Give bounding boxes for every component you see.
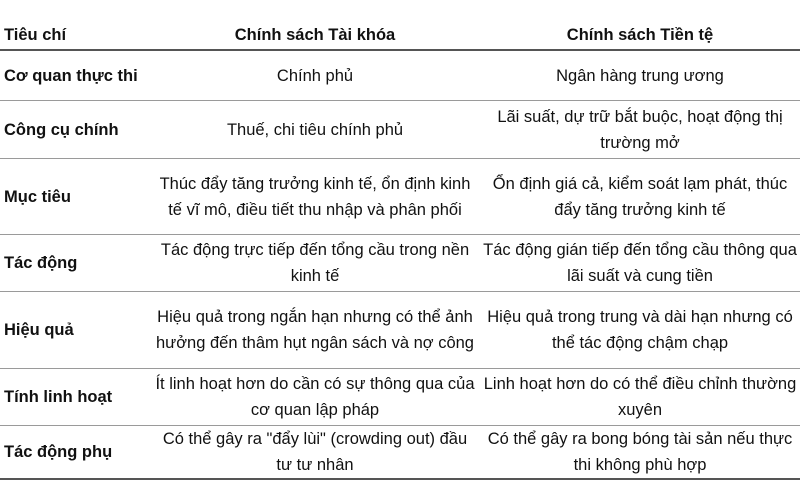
row-monetary — [480, 426, 800, 478]
row-fiscal-text: Tác động trực tiếp đến tổng cầu trong nền kinh tế — [160, 241, 470, 285]
row-monetary-text: Ngân hàng trung ương — [556, 66, 724, 85]
row-criterion: Tính linh hoạt — [4, 388, 113, 406]
table-row — [0, 292, 800, 369]
row-fiscal — [150, 101, 480, 158]
row-fiscal-text: Thuế, chi tiêu chính phủ — [226, 120, 404, 139]
row-monetary — [480, 235, 800, 291]
row-monetary-text: Ổn định giá cả, kiểm soát lạm phát, thúc đẩy tăng trưởng kinh tế — [492, 174, 788, 219]
row-fiscal-text: Ít linh hoạt hơn do cần có sự thông qua của cơ quan lập pháp — [155, 375, 475, 419]
table-row — [0, 101, 800, 159]
row-monetary — [480, 51, 800, 100]
row-criterion: Tác động phụ — [4, 443, 113, 461]
row-monetary — [480, 292, 800, 368]
row-monetary — [480, 101, 800, 158]
row-fiscal — [150, 235, 480, 291]
header-criterion: Tiêu chí — [4, 25, 67, 44]
row-criterion: Mục tiêu — [4, 187, 71, 206]
row-fiscal-text: Chính phủ — [276, 66, 354, 85]
row-fiscal — [150, 51, 480, 100]
table-row — [0, 159, 800, 235]
header-monetary-policy: Chính sách Tiền tệ — [566, 25, 714, 44]
row-monetary — [480, 369, 800, 425]
table-row — [0, 51, 800, 101]
row-fiscal — [150, 159, 480, 234]
row-monetary — [480, 159, 800, 234]
row-criterion: Cơ quan thực thi — [4, 66, 138, 85]
row-monetary-text: Linh hoạt hơn do có thể điều chỉnh thường xuyên — [483, 375, 797, 419]
row-criterion: Tác động — [4, 254, 78, 272]
row-fiscal — [150, 369, 480, 425]
row-monetary-text: Lãi suất, dự trữ bắt buộc, hoạt động thị trường mở — [497, 107, 783, 152]
header-fiscal-policy: Chính sách Tài khóa — [234, 25, 396, 44]
row-fiscal — [150, 292, 480, 368]
row-fiscal-text: Có thể gây ra "đẩy lùi" (crowding out) đầu tư tư nhân — [162, 430, 468, 474]
row-fiscal — [150, 426, 480, 478]
table-row — [0, 369, 800, 426]
row-criterion: Công cụ chính — [4, 120, 119, 139]
row-fiscal-text: Thúc đẩy tăng trưởng kinh tế, ổn định kinh tế vĩ mô, điều tiết thu nhập và phân phối — [159, 174, 471, 219]
row-monetary-text: Tác động gián tiếp đến tổng cầu thông qua lãi suất và cung tiền — [483, 241, 797, 285]
table-row — [0, 235, 800, 292]
table-row — [0, 426, 800, 480]
row-monetary-text: Có thể gây ra bong bóng tài sản nếu thực thi không phù hợp — [487, 430, 793, 474]
row-criterion: Hiệu quả — [4, 321, 74, 339]
row-monetary-text: Hiệu quả trong trung và dài hạn nhưng có thể tác động chậm chạp — [487, 308, 793, 352]
table-header-row — [0, 20, 800, 51]
row-fiscal-text: Hiệu quả trong ngắn hạn nhưng có thể ảnh hưởng đến thâm hụt ngân sách và nợ công — [156, 308, 474, 352]
